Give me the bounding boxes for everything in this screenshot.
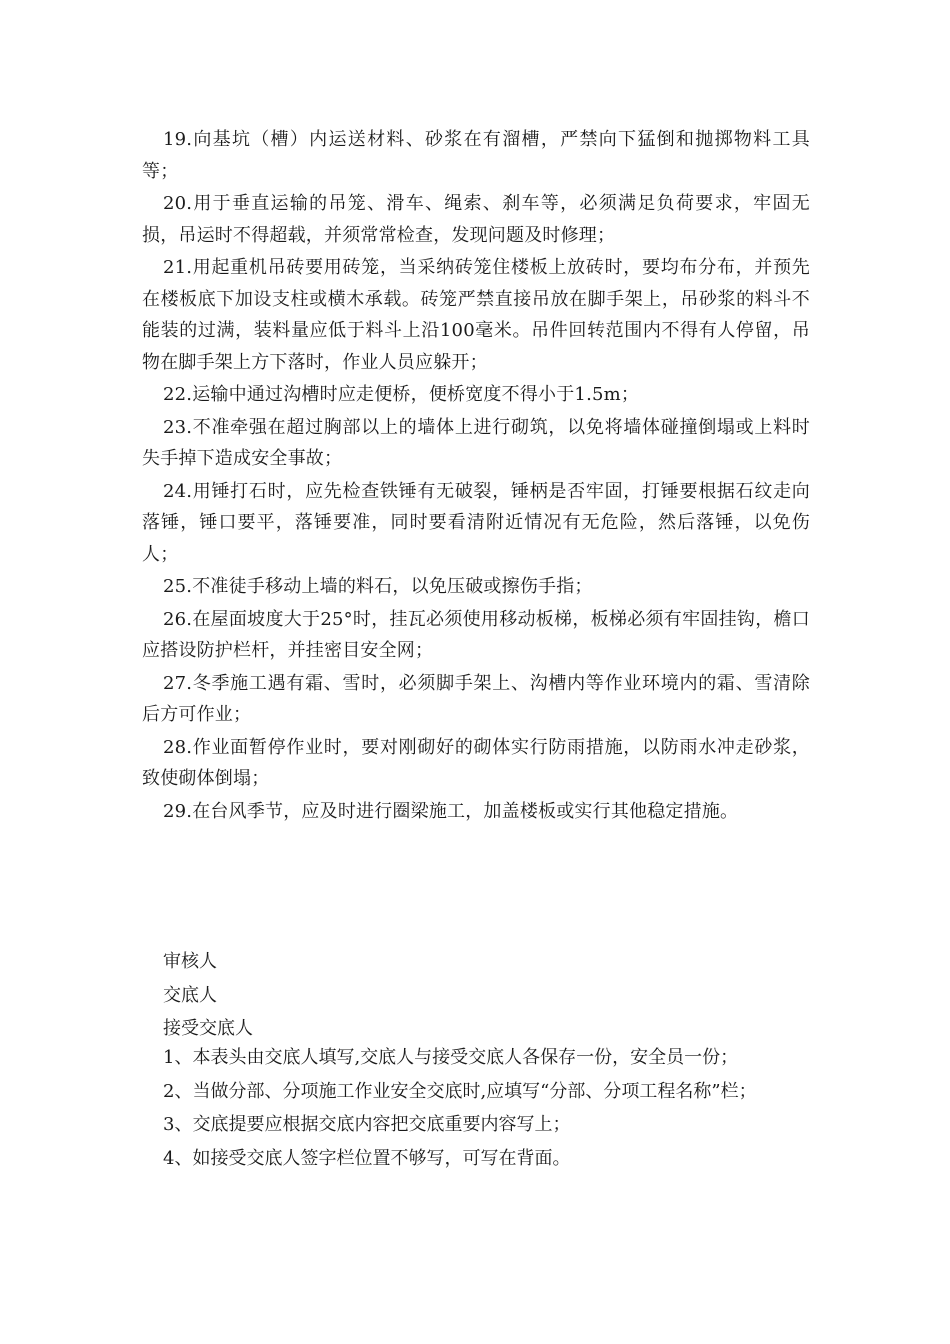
safety-item-29: 29.在台风季节，应及时进行圈梁施工，加盖楼板或实行其他稳定措施。 xyxy=(163,800,739,822)
safety-item-22: 22.运输中通过沟槽时应走便桥，便桥宽度不得小于1.5m； xyxy=(163,384,640,405)
safety-item-21: 21.用起重机吊砖要用砖笼，当采纳砖笼住楼板上放砖时，要均布分布，并预先在楼板底下加设支柱或横木承载。砖笼严禁直接吊放在脚手架上，吊砂浆的料斗不能装的过满，装料量应低于料斗上沿100毫米。吊件回转范围内不得有人停留，吊物在脚手架上方下落时，作业人员应躲开； xyxy=(142,257,810,373)
note-2: 2、当做分部、分项施工作业安全交底时,应填写“分部、分项工程名称”栏； xyxy=(163,1080,757,1102)
safety-items-list xyxy=(142,124,810,828)
safety-item-23: 23.不准牵强在超过胸部以上的墙体上进行砌筑，以免将墙体碰撞倒塌或上料时失手掉下造成安全事故； xyxy=(142,416,810,469)
note-4: 4、如接受交底人签字栏位置不够写，可写在背面。 xyxy=(163,1147,571,1169)
safety-item-20: 20.用于垂直运输的吊笼、滑车、绳索、刹车等，必须满足负荷要求，牢固无损，吊运时不得超载，并须常常检查，发现问题及时修理； xyxy=(142,193,810,246)
reviewer-label: 审核人 xyxy=(163,951,217,972)
safety-item-25: 25.不准徒手移动上墙的料石，以免压破或擦伤手指； xyxy=(163,576,593,597)
signature-block xyxy=(142,946,810,1047)
safety-item-19: 19.向基坑（槽）内运送材料、砂浆在有溜槽，严禁向下猛倒和抛掷物料工具等； xyxy=(142,129,810,182)
notes-list xyxy=(142,1042,810,1176)
presenter-label: 交底人 xyxy=(163,984,217,1006)
note-3: 3、交底提要应根据交底内容把交底重要内容写上； xyxy=(163,1114,571,1135)
safety-item-27: 27.冬季施工遇有霜、雪时，必须脚手架上、沟槽内等作业环境内的霜、雪清除后方可作业； xyxy=(142,672,810,725)
safety-item-24: 24.用锤打石时，应先检查铁锤有无破裂，锤柄是否牢固，打锤要根据石纹走向落锤，锤口要平，落锤要准，同时要看清附近情况有无危险，然后落锤，以免伤人； xyxy=(142,480,810,565)
safety-item-26: 26.在屋面坡度大于25°时，挂瓦必须使用移动板梯，板梯必须有牢固挂钩，檐口应搭设防护栏杆，并挂密目安全网； xyxy=(142,608,810,661)
receiver-label: 接受交底人 xyxy=(163,1018,253,1039)
safety-item-28: 28.作业面暂停作业时，要对刚砌好的砌体实行防雨措施，以防雨水冲走砂浆，致使砌体倒塌； xyxy=(142,736,810,789)
note-1: 1、本表头由交底人填写,交底人与接受交底人各保存一份，安全员一份； xyxy=(163,1047,739,1068)
